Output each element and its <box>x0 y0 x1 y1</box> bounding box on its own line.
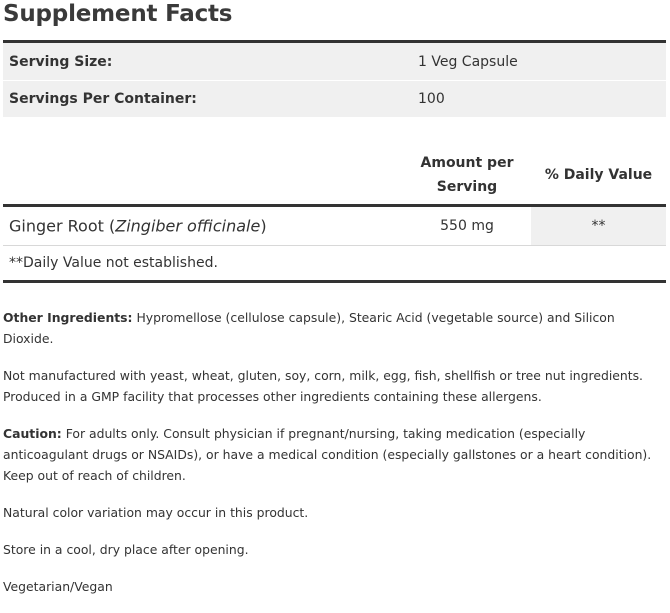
other-ingredients-label: Other Ingredients: <box>3 310 133 325</box>
servings-per-container-row <box>3 80 666 117</box>
caution-statement <box>3 423 667 486</box>
ingredient-name <box>9 217 267 236</box>
ingredient-daily-value-cell <box>531 207 666 245</box>
caution-line-1: For adults only. Consult physician if pregnant/nursing, taking medication (especially <box>61 426 586 441</box>
allergen-statement <box>3 365 667 407</box>
serving-size-row <box>3 43 666 80</box>
diet-note: Vegetarian/Vegan <box>3 579 113 594</box>
supplement-facts-table <box>3 40 666 283</box>
ingredient-common-name: Ginger Root ( <box>9 216 116 236</box>
serving-size-value: 1 Veg Capsule <box>418 53 518 70</box>
ingredient-latin-name: Zingiber officinale <box>115 216 261 236</box>
footnote-row <box>3 246 666 280</box>
ingredient-daily-value: ** <box>591 218 606 234</box>
caution-line-2: anticoagulant drugs or NSAIDs), or have a medical condition (especially gallstones or a heart condition). <box>3 447 652 462</box>
product-notes <box>3 307 667 613</box>
daily-value-header: % Daily Value <box>544 167 653 183</box>
caution-line-3: Keep out of reach of children. <box>3 468 186 483</box>
caution-label: Caution: <box>3 426 62 441</box>
amount-header-line1: Amount per <box>420 155 514 171</box>
amount-header-line2: Serving <box>436 179 498 195</box>
ingredient-name-close: ) <box>260 216 267 236</box>
allergen-line-1: Not manufactured with yeast, wheat, gluten, soy, corn, milk, egg, fish, shellfish or tree nut ingredients. <box>3 368 643 383</box>
ingredient-row <box>3 204 666 246</box>
servings-per-container-label: Servings Per Container: <box>9 91 197 107</box>
page-title: Supplement Facts <box>3 1 233 27</box>
color-variation-note: Natural color variation may occur in this product. <box>3 505 309 520</box>
ingredient-amount: 550 mg <box>440 218 494 234</box>
other-ingredients-text: Hypromellose (cellulose capsule), Stearic Acid (vegetable source) and Silicon Dioxide. <box>3 310 615 346</box>
amount-per-serving-header <box>411 151 523 199</box>
servings-per-container-value: 100 <box>418 91 445 107</box>
serving-size-label: Serving Size: <box>9 53 113 70</box>
table-header-row <box>3 117 666 204</box>
daily-value-footnote: **Daily Value not established. <box>9 255 218 271</box>
allergen-line-2: Produced in a GMP facility that processes other ingredients containing these allergens. <box>3 389 542 404</box>
storage-note: Store in a cool, dry place after opening. <box>3 542 249 557</box>
other-ingredients <box>3 307 667 349</box>
